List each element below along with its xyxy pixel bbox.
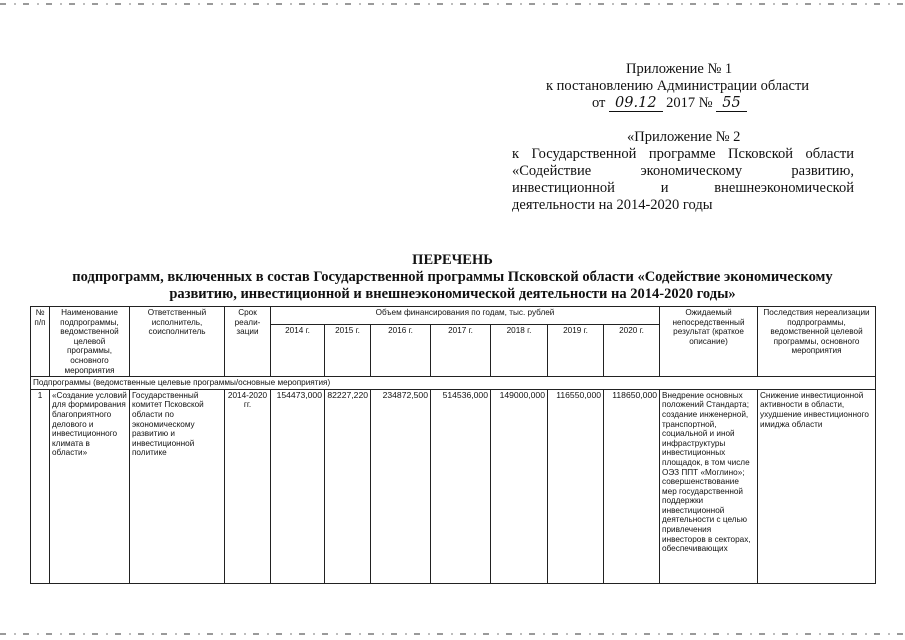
scan-edge-top [0, 3, 905, 5]
row-consequences: Снижение инвестиционной активности в области, ухудшение инвестиционного имиджа области [758, 389, 876, 583]
header-term: Срок реали-зации [225, 307, 271, 377]
row-value-2019: 116550,000 [548, 389, 604, 583]
row-value-2020: 118650,000 [604, 389, 660, 583]
header-result: Ожидаемый непосредственный результат (краткое описание) [660, 307, 758, 377]
header-num: № п/п [31, 307, 50, 377]
appendix-1-decree: к постановлению Администрации области [546, 78, 810, 94]
row-value-2017: 514536,000 [431, 389, 491, 583]
appendix-2-title: «Приложение № 2 [627, 129, 741, 145]
row-value-2014: 154473,000 [271, 389, 325, 583]
appendix-2-line-1: к Государственной программе Псковской области [512, 146, 854, 162]
header-name: Наименование подпрограммы, ведомственной целевой программы, основного мероприятия [50, 307, 130, 377]
appendix-1-date-line [512, 95, 824, 112]
appendix-1-block [512, 61, 824, 112]
header-consequences: Последствия нереализации подпрограммы, ведомственной целевой программы, основного мероприятия [758, 307, 876, 377]
header-executor: Ответственный исполнитель, соисполнитель [130, 307, 225, 377]
from-label: от [592, 95, 606, 111]
header-year: 2014 г. [271, 325, 325, 377]
row-value-2016: 234872,500 [371, 389, 431, 583]
header-funding: Объем финансирования по годам, тыс. рублей [271, 307, 660, 325]
header-year: 2020 г. [604, 325, 660, 377]
document-subtitle-1: подпрограмм, включенных в состав Государственной программы Псковской области «Содействие экономическому [72, 269, 833, 285]
section-row [31, 377, 876, 390]
handwritten-number: 55 [716, 96, 746, 112]
header-year: 2015 г. [325, 325, 371, 377]
document-title: ПЕРЕЧЕНЬ [412, 252, 493, 268]
handwritten-date: 09.12 [609, 96, 663, 112]
year-number-label: 2017 № [666, 95, 713, 111]
appendix-2-line-2: «Содействие экономическому развитию, [512, 163, 854, 179]
row-value-2015: 82227,220 [325, 389, 371, 583]
row-name: «Создание условий для формирования благоприятного делового и инвестиционного климата в области» [50, 389, 130, 583]
row-result: Внедрение основных положений Стандарта; создание инженерной, транспортной, социальной и иной инфраструктуры инвестиционных площадок, в том числе ОЭЗ ППТ «Моглино»; совершенствование мер государственной поддержки инвестиционной деятельности с целью привлечения инвесторов в секторах, обеспечивающих [660, 389, 758, 583]
header-year: 2018 г. [491, 325, 548, 377]
appendix-2-block [512, 129, 854, 214]
section-label: Подпрограммы (ведомственные целевые программы/основные мероприятия) [31, 377, 876, 390]
header-year: 2019 г. [548, 325, 604, 377]
header-year: 2016 г. [371, 325, 431, 377]
row-num: 1 [31, 389, 50, 583]
subprograms-table [30, 306, 876, 584]
row-value-2018: 149000,000 [491, 389, 548, 583]
scan-edge-bottom [0, 633, 905, 635]
document-subtitle-2: развитию, инвестиционной и внешнеэкономической деятельности на 2014-2020 годы» [169, 286, 736, 302]
appendix-2-line-3: инвестиционной и внешнеэкономической [512, 180, 854, 196]
table-row [31, 389, 876, 583]
header-year: 2017 г. [431, 325, 491, 377]
header-row [31, 307, 876, 325]
appendix-2-line-4: деятельности на 2014-2020 годы [512, 197, 713, 213]
row-executor: Государственный комитет Псковской области по экономическому развитию и инвестиционной политике [130, 389, 225, 583]
appendix-1-title: Приложение № 1 [626, 61, 733, 77]
row-term: 2014-2020 гг. [225, 389, 271, 583]
